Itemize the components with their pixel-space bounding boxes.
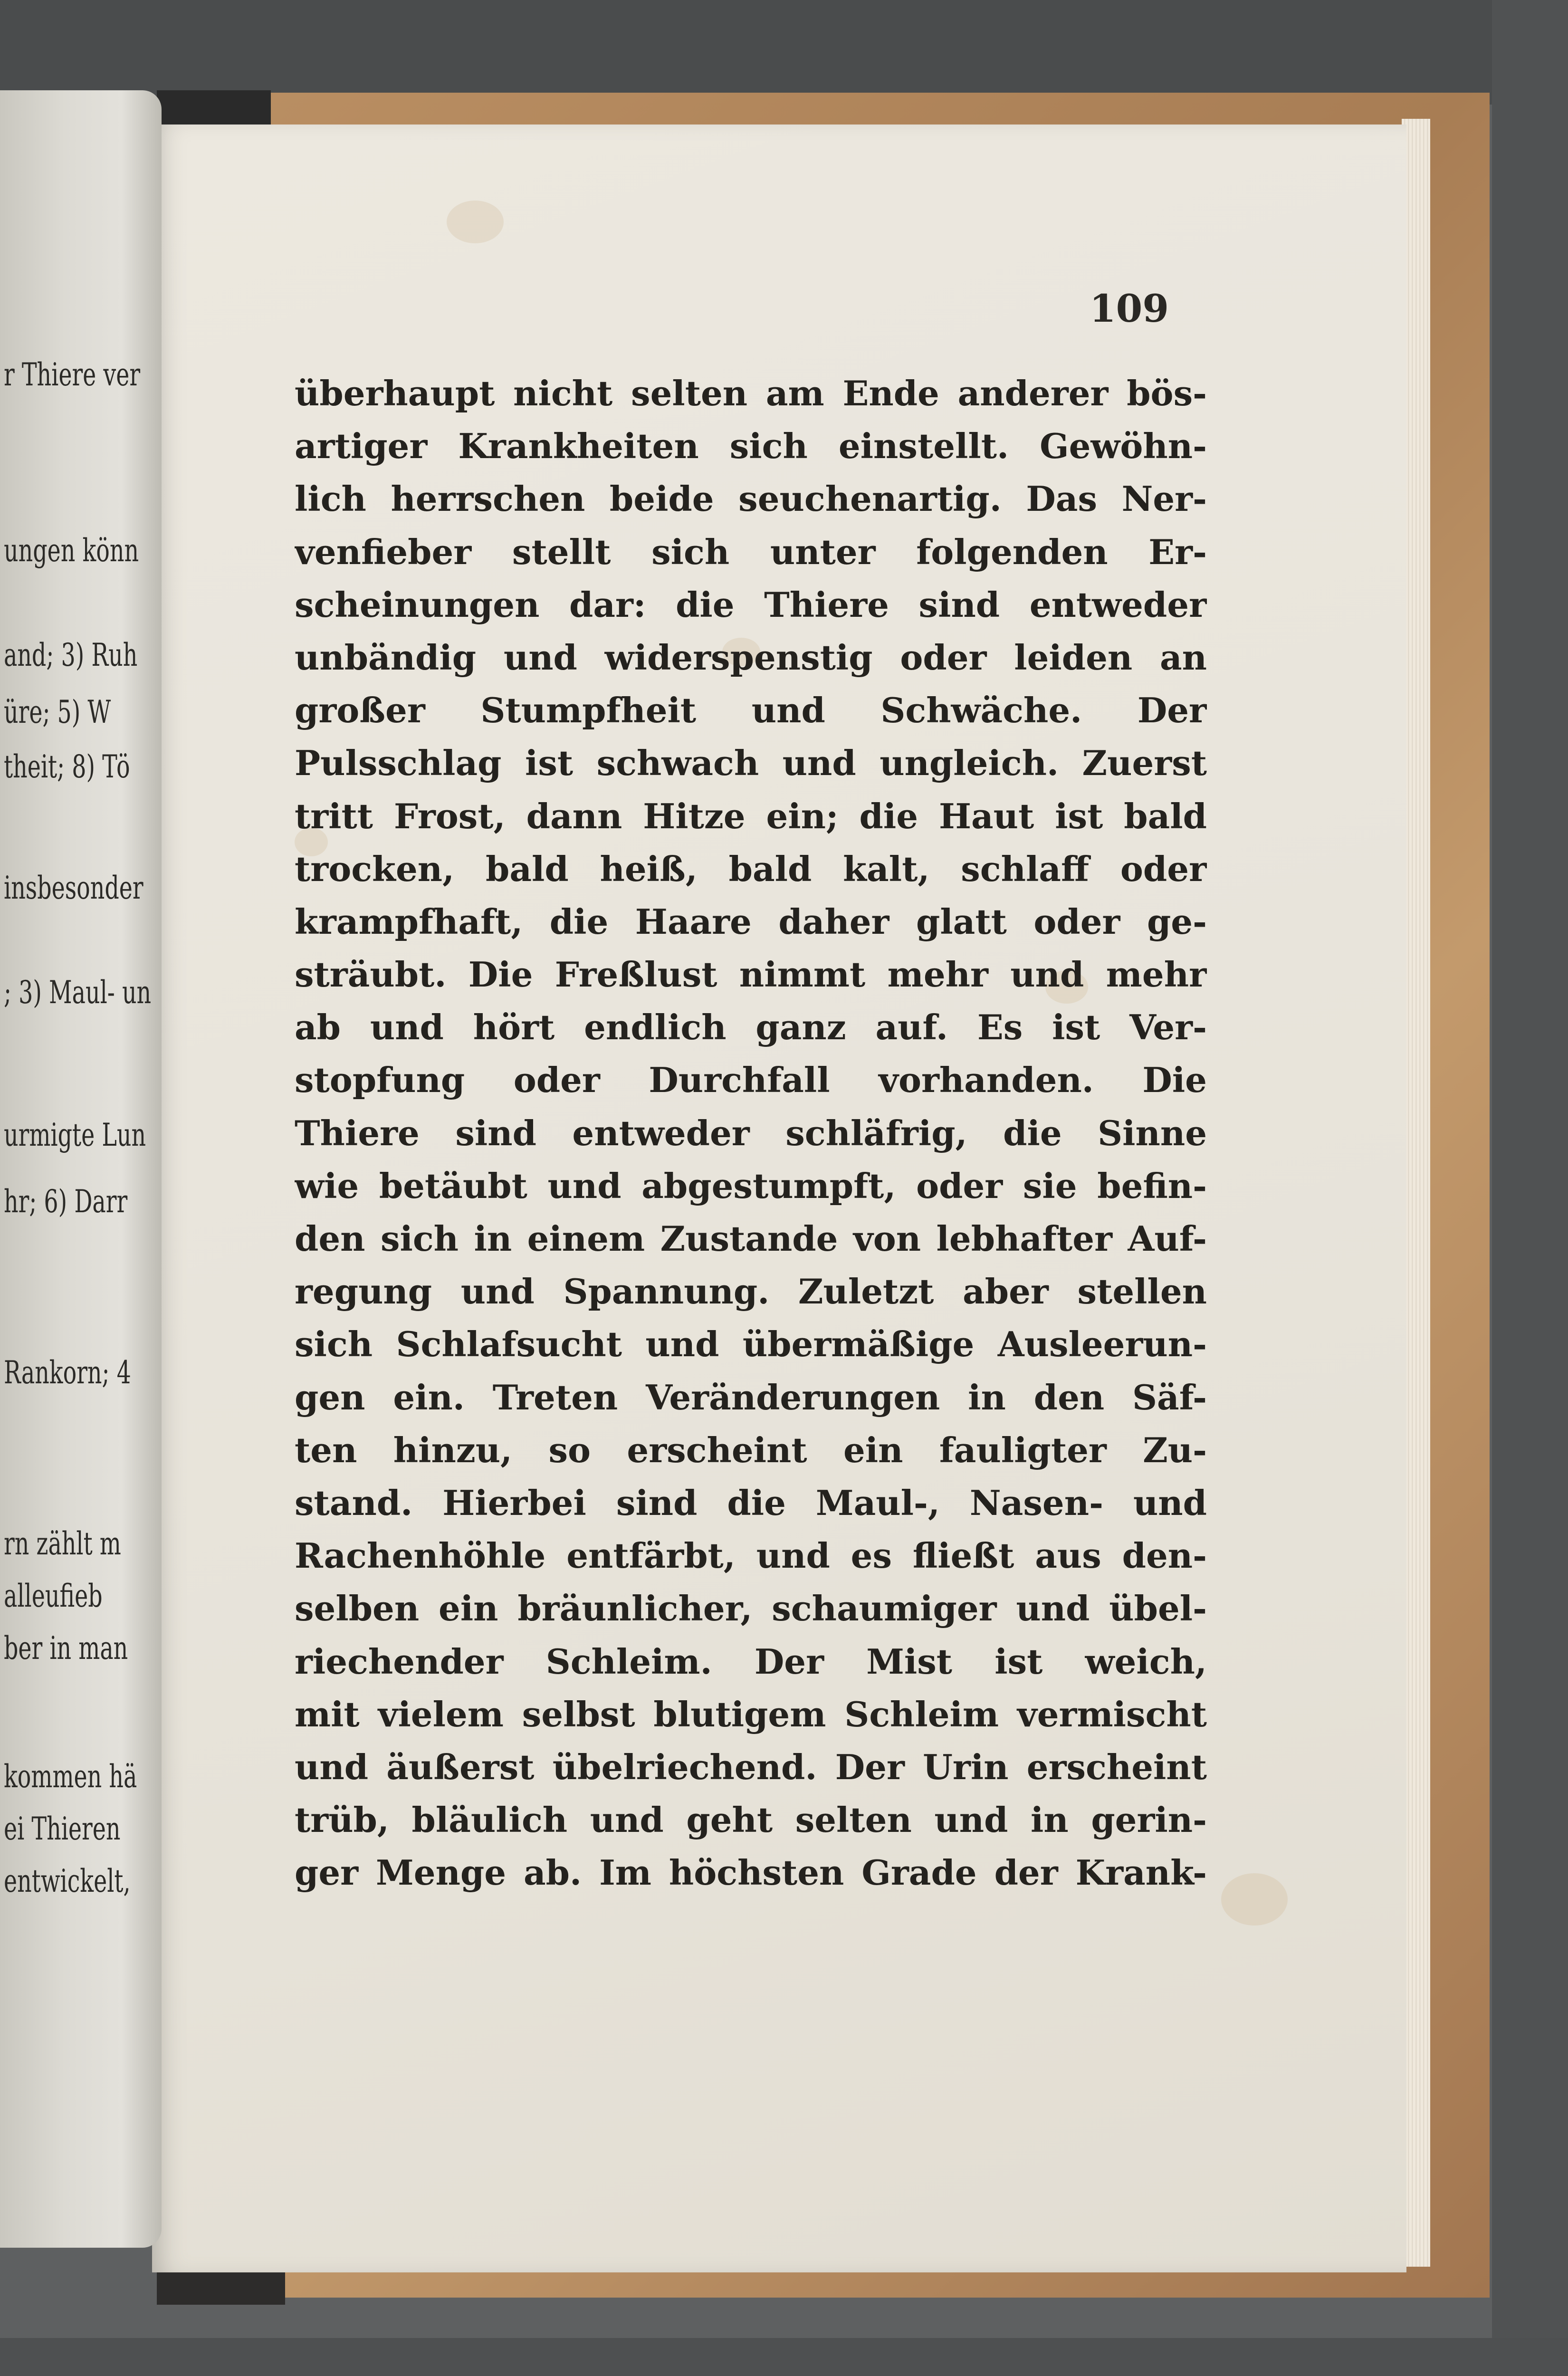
text-line: wie betäubt und abgestumpft, oder sie befin- <box>295 1165 1207 1206</box>
previous-page-fragment: ungen könn <box>4 532 139 569</box>
text-line: venfieber stellt sich unter folgenden Er- <box>295 531 1207 572</box>
background-top <box>0 0 1568 105</box>
background-right <box>1492 0 1568 2376</box>
text-line: selben ein bräunlicher, schaumiger und übel- <box>295 1588 1207 1629</box>
foxing-spot <box>1221 1873 1288 1926</box>
text-line: trocken, bald heiß, bald kalt, schlaff oder <box>295 848 1207 889</box>
book-page <box>152 125 1406 2272</box>
previous-page-fragment: alleufieb <box>4 1578 103 1614</box>
text-line: krampfhaft, die Haare daher glatt oder ge- <box>295 901 1207 942</box>
previous-page-fragment: theit; 8) Tö <box>4 748 130 785</box>
text-line: artiger Krankheiten sich einstellt. Gewöhn- <box>295 426 1207 467</box>
text-line: den sich in einem Zustande von lebhafter Auf- <box>295 1218 1207 1259</box>
text-line: tritt Frost, dann Hitze ein; die Haut ist bald <box>295 795 1207 836</box>
text-line: scheinungen dar: die Thiere sind entweder <box>295 584 1207 625</box>
foxing-spot <box>447 201 504 243</box>
previous-page-fragment: insbesonder <box>4 870 143 906</box>
previous-page-fragment: and; 3) Ruh <box>4 637 138 673</box>
text-line: lich herrschen beide seuchenartig. Das Ner- <box>295 479 1207 519</box>
text-line: regung und Spannung. Zuletzt aber stellen <box>295 1271 1207 1312</box>
text-line: gen ein. Treten Veränderungen in den Säf- <box>295 1377 1207 1418</box>
previous-page <box>0 90 162 2248</box>
previous-page-fragment: ; 3) Maul- un <box>4 974 152 1011</box>
previous-page-fragment: hr; 6) Darr <box>4 1183 128 1220</box>
previous-page-fragment: entwickelt, <box>4 1863 131 1899</box>
text-line: sich Schlafsucht und übermäßige Ausleerun- <box>295 1324 1207 1365</box>
text-line: riechender Schleim. Der Mist ist weich, <box>295 1641 1207 1682</box>
previous-page-fragment: kommen hä <box>4 1758 137 1795</box>
text-line: mit vielem selbst blutigem Schleim vermischt <box>295 1694 1207 1734</box>
previous-page-fragment: r Thiere ver <box>4 356 141 393</box>
previous-page-fragment: ber in man <box>4 1630 128 1667</box>
text-line: unbändig und widerspenstig oder leiden an <box>295 637 1207 678</box>
text-line: ten hinzu, so erscheint ein fauligter Zu- <box>295 1429 1207 1470</box>
text-line: und äußerst übelriechend. Der Urin erscheint <box>295 1746 1207 1787</box>
previous-page-fragment: urmigte Lun <box>4 1117 146 1153</box>
text-line: sträubt. Die Freßlust nimmt mehr und mehr <box>295 954 1207 995</box>
text-line: Thiere sind entweder schläfrig, die Sinne <box>295 1112 1207 1153</box>
text-line: trüb, bläulich und geht selten und in gerin- <box>295 1800 1207 1840</box>
page-number: 109 <box>1090 286 1169 331</box>
text-line: großer Stumpfheit und Schwäche. Der <box>295 690 1207 731</box>
text-line: ger Menge ab. Im höchsten Grade der Krank- <box>295 1852 1207 1893</box>
text-line: ab und hört endlich ganz auf. Es ist Ver- <box>295 1007 1207 1048</box>
previous-page-fragment: rn zählt m <box>4 1525 121 1562</box>
text-line: stopfung oder Durchfall vorhanden. Die <box>295 1060 1207 1101</box>
previous-page-fragment: Rankorn; 4 <box>4 1354 131 1391</box>
text-line: stand. Hierbei sind die Maul-, Nasen- und <box>295 1482 1207 1523</box>
text-line: überhaupt nicht selten am Ende anderer bös- <box>295 373 1207 413</box>
previous-page-fragment: ei Thieren <box>4 1811 121 1847</box>
body-text <box>295 367 1207 1899</box>
text-line: Pulsschlag ist schwach und ungleich. Zuerst <box>295 743 1207 784</box>
previous-page-fragment: üre; 5) W <box>4 694 111 730</box>
background-bottom <box>0 2338 1568 2376</box>
text-line: Rachenhöhle entfärbt, und es fließt aus den- <box>295 1535 1207 1576</box>
